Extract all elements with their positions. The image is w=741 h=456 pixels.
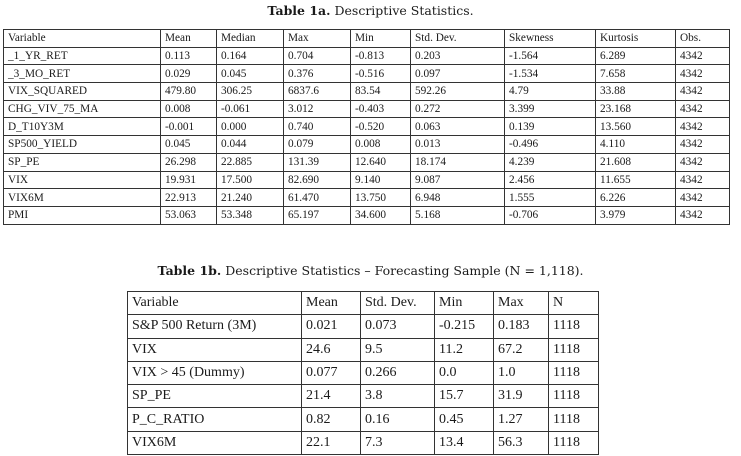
value-cell: 13.750 xyxy=(351,189,411,207)
value-cell: -1.534 xyxy=(505,65,596,83)
value-cell: 4342 xyxy=(676,118,730,136)
value-cell: 4342 xyxy=(676,171,730,189)
variable-name-cell: P_C_RATIO xyxy=(128,408,302,431)
value-cell: 21.608 xyxy=(596,153,676,171)
value-cell: -0.520 xyxy=(351,118,411,136)
value-cell: 2.456 xyxy=(505,171,596,189)
variable-name-cell: CHG_VIV_75_MA xyxy=(4,100,161,118)
value-cell: 6.289 xyxy=(596,47,676,65)
table-row xyxy=(128,338,599,361)
table-row xyxy=(128,385,599,408)
value-cell: 1118 xyxy=(549,385,599,408)
value-cell: 23.168 xyxy=(596,100,676,118)
value-cell: 0.183 xyxy=(494,315,549,338)
column-header: Std. Dev. xyxy=(361,292,435,315)
value-cell: 4342 xyxy=(676,206,730,224)
value-cell: 1.555 xyxy=(505,189,596,207)
value-cell: 24.6 xyxy=(302,338,361,361)
value-cell: 1.0 xyxy=(494,361,549,384)
variable-name-cell: VIX6M xyxy=(4,189,161,207)
table-row xyxy=(4,83,730,101)
value-cell: 21.4 xyxy=(302,385,361,408)
value-cell: -0.496 xyxy=(505,136,596,154)
value-cell: 0.097 xyxy=(411,65,505,83)
value-cell: 6837.6 xyxy=(284,83,351,101)
value-cell: 17.500 xyxy=(217,171,284,189)
table-1b-forecasting-sample xyxy=(127,291,599,455)
table-row xyxy=(4,118,730,136)
value-cell: 53.348 xyxy=(217,206,284,224)
table-row xyxy=(128,361,599,384)
value-cell: 4342 xyxy=(676,47,730,65)
value-cell: 4.79 xyxy=(505,83,596,101)
value-cell: 83.54 xyxy=(351,83,411,101)
value-cell: 0.045 xyxy=(217,65,284,83)
variable-name-cell: VIX xyxy=(128,338,302,361)
value-cell: 15.7 xyxy=(435,385,494,408)
value-cell: 0.0 xyxy=(435,361,494,384)
value-cell: 1118 xyxy=(549,431,599,454)
value-cell: 0.203 xyxy=(411,47,505,65)
table-1a-descriptive-statistics xyxy=(3,29,730,225)
table-1a-caption xyxy=(0,3,741,19)
column-header: Median xyxy=(217,30,284,48)
value-cell: 22.885 xyxy=(217,153,284,171)
column-header: Variable xyxy=(128,292,302,315)
value-cell: 0.139 xyxy=(505,118,596,136)
variable-name-cell: SP_PE xyxy=(4,153,161,171)
table-row xyxy=(4,136,730,154)
value-cell: 7.3 xyxy=(361,431,435,454)
value-cell: 0.704 xyxy=(284,47,351,65)
value-cell: 0.000 xyxy=(217,118,284,136)
column-header: N xyxy=(549,292,599,315)
value-cell: 9.140 xyxy=(351,171,411,189)
value-cell: 3.8 xyxy=(361,385,435,408)
value-cell: 0.044 xyxy=(217,136,284,154)
value-cell: 4342 xyxy=(676,136,730,154)
value-cell: 11.655 xyxy=(596,171,676,189)
table-1b-caption-text: Descriptive Statistics – Forecasting Sample (N = 1,118). xyxy=(221,263,584,278)
value-cell: 1118 xyxy=(549,315,599,338)
value-cell: 0.82 xyxy=(302,408,361,431)
value-cell: 1118 xyxy=(549,408,599,431)
value-cell: 1118 xyxy=(549,361,599,384)
table-row xyxy=(4,65,730,83)
value-cell: 0.063 xyxy=(411,118,505,136)
column-header: Mean xyxy=(161,30,217,48)
table-row xyxy=(4,153,730,171)
table-1a-caption-label: Table 1a. xyxy=(267,3,331,18)
value-cell: 56.3 xyxy=(494,431,549,454)
table-row xyxy=(4,206,730,224)
value-cell: 82.690 xyxy=(284,171,351,189)
value-cell: -0.813 xyxy=(351,47,411,65)
value-cell: 3.012 xyxy=(284,100,351,118)
variable-name-cell: PMI xyxy=(4,206,161,224)
value-cell: 11.2 xyxy=(435,338,494,361)
value-cell: 0.029 xyxy=(161,65,217,83)
column-header: Obs. xyxy=(676,30,730,48)
value-cell: 9.087 xyxy=(411,171,505,189)
value-cell: 0.16 xyxy=(361,408,435,431)
value-cell: 0.077 xyxy=(302,361,361,384)
value-cell: 0.376 xyxy=(284,65,351,83)
value-cell: 6.226 xyxy=(596,189,676,207)
value-cell: 4342 xyxy=(676,153,730,171)
column-header: Kurtosis xyxy=(596,30,676,48)
value-cell: 65.197 xyxy=(284,206,351,224)
value-cell: 18.174 xyxy=(411,153,505,171)
value-cell: 4342 xyxy=(676,65,730,83)
variable-name-cell: VIX_SQUARED xyxy=(4,83,161,101)
value-cell: 21.240 xyxy=(217,189,284,207)
column-header: Max xyxy=(284,30,351,48)
variable-name-cell: SP_PE xyxy=(128,385,302,408)
value-cell: 34.600 xyxy=(351,206,411,224)
column-header: Variable xyxy=(4,30,161,48)
value-cell: 61.470 xyxy=(284,189,351,207)
value-cell: 131.39 xyxy=(284,153,351,171)
value-cell: 4342 xyxy=(676,189,730,207)
value-cell: -0.403 xyxy=(351,100,411,118)
value-cell: 9.5 xyxy=(361,338,435,361)
value-cell: 0.45 xyxy=(435,408,494,431)
value-cell: 13.4 xyxy=(435,431,494,454)
column-header: Min xyxy=(435,292,494,315)
value-cell: 0.164 xyxy=(217,47,284,65)
value-cell: -0.001 xyxy=(161,118,217,136)
value-cell: 479.80 xyxy=(161,83,217,101)
value-cell: 0.008 xyxy=(351,136,411,154)
table-row xyxy=(128,408,599,431)
header-row xyxy=(4,30,730,48)
value-cell: 53.063 xyxy=(161,206,217,224)
value-cell: 0.266 xyxy=(361,361,435,384)
header-row xyxy=(128,292,599,315)
value-cell: 26.298 xyxy=(161,153,217,171)
variable-name-cell: VIX > 45 (Dummy) xyxy=(128,361,302,384)
value-cell: 0.113 xyxy=(161,47,217,65)
value-cell: 67.2 xyxy=(494,338,549,361)
value-cell: 6.948 xyxy=(411,189,505,207)
value-cell: 22.913 xyxy=(161,189,217,207)
table-row xyxy=(4,189,730,207)
value-cell: 3.399 xyxy=(505,100,596,118)
column-header: Std. Dev. xyxy=(411,30,505,48)
value-cell: 0.740 xyxy=(284,118,351,136)
value-cell: 3.979 xyxy=(596,206,676,224)
value-cell: 0.013 xyxy=(411,136,505,154)
table-row xyxy=(4,171,730,189)
table-1b-caption xyxy=(0,263,741,279)
value-cell: 0.073 xyxy=(361,315,435,338)
column-header: Min xyxy=(351,30,411,48)
value-cell: 12.640 xyxy=(351,153,411,171)
value-cell: 4.110 xyxy=(596,136,676,154)
value-cell: 306.25 xyxy=(217,83,284,101)
value-cell: -1.564 xyxy=(505,47,596,65)
variable-name-cell: SP500_YIELD xyxy=(4,136,161,154)
value-cell: 7.658 xyxy=(596,65,676,83)
table-1b-caption-label: Table 1b. xyxy=(157,263,222,278)
value-cell: 1.27 xyxy=(494,408,549,431)
value-cell: -0.061 xyxy=(217,100,284,118)
value-cell: 33.88 xyxy=(596,83,676,101)
value-cell: 0.045 xyxy=(161,136,217,154)
column-header: Skewness xyxy=(505,30,596,48)
table-1a-caption-text: Descriptive Statistics. xyxy=(330,3,474,18)
value-cell: 5.168 xyxy=(411,206,505,224)
column-header: Max xyxy=(494,292,549,315)
variable-name-cell: _1_YR_RET xyxy=(4,47,161,65)
value-cell: 1118 xyxy=(549,338,599,361)
value-cell: 19.931 xyxy=(161,171,217,189)
value-cell: 4.239 xyxy=(505,153,596,171)
value-cell: -0.516 xyxy=(351,65,411,83)
value-cell: -0.706 xyxy=(505,206,596,224)
value-cell: 0.079 xyxy=(284,136,351,154)
variable-name-cell: S&P 500 Return (3M) xyxy=(128,315,302,338)
table-row xyxy=(4,47,730,65)
table-row xyxy=(128,315,599,338)
variable-name-cell: VIX xyxy=(4,171,161,189)
value-cell: 4342 xyxy=(676,83,730,101)
value-cell: 4342 xyxy=(676,100,730,118)
table-row xyxy=(128,431,599,454)
value-cell: 13.560 xyxy=(596,118,676,136)
value-cell: 31.9 xyxy=(494,385,549,408)
value-cell: 0.021 xyxy=(302,315,361,338)
value-cell: 22.1 xyxy=(302,431,361,454)
variable-name-cell: D_T10Y3M xyxy=(4,118,161,136)
value-cell: -0.215 xyxy=(435,315,494,338)
value-cell: 0.272 xyxy=(411,100,505,118)
column-header: Mean xyxy=(302,292,361,315)
value-cell: 0.008 xyxy=(161,100,217,118)
variable-name-cell: _3_MO_RET xyxy=(4,65,161,83)
variable-name-cell: VIX6M xyxy=(128,431,302,454)
value-cell: 592.26 xyxy=(411,83,505,101)
table-row xyxy=(4,100,730,118)
